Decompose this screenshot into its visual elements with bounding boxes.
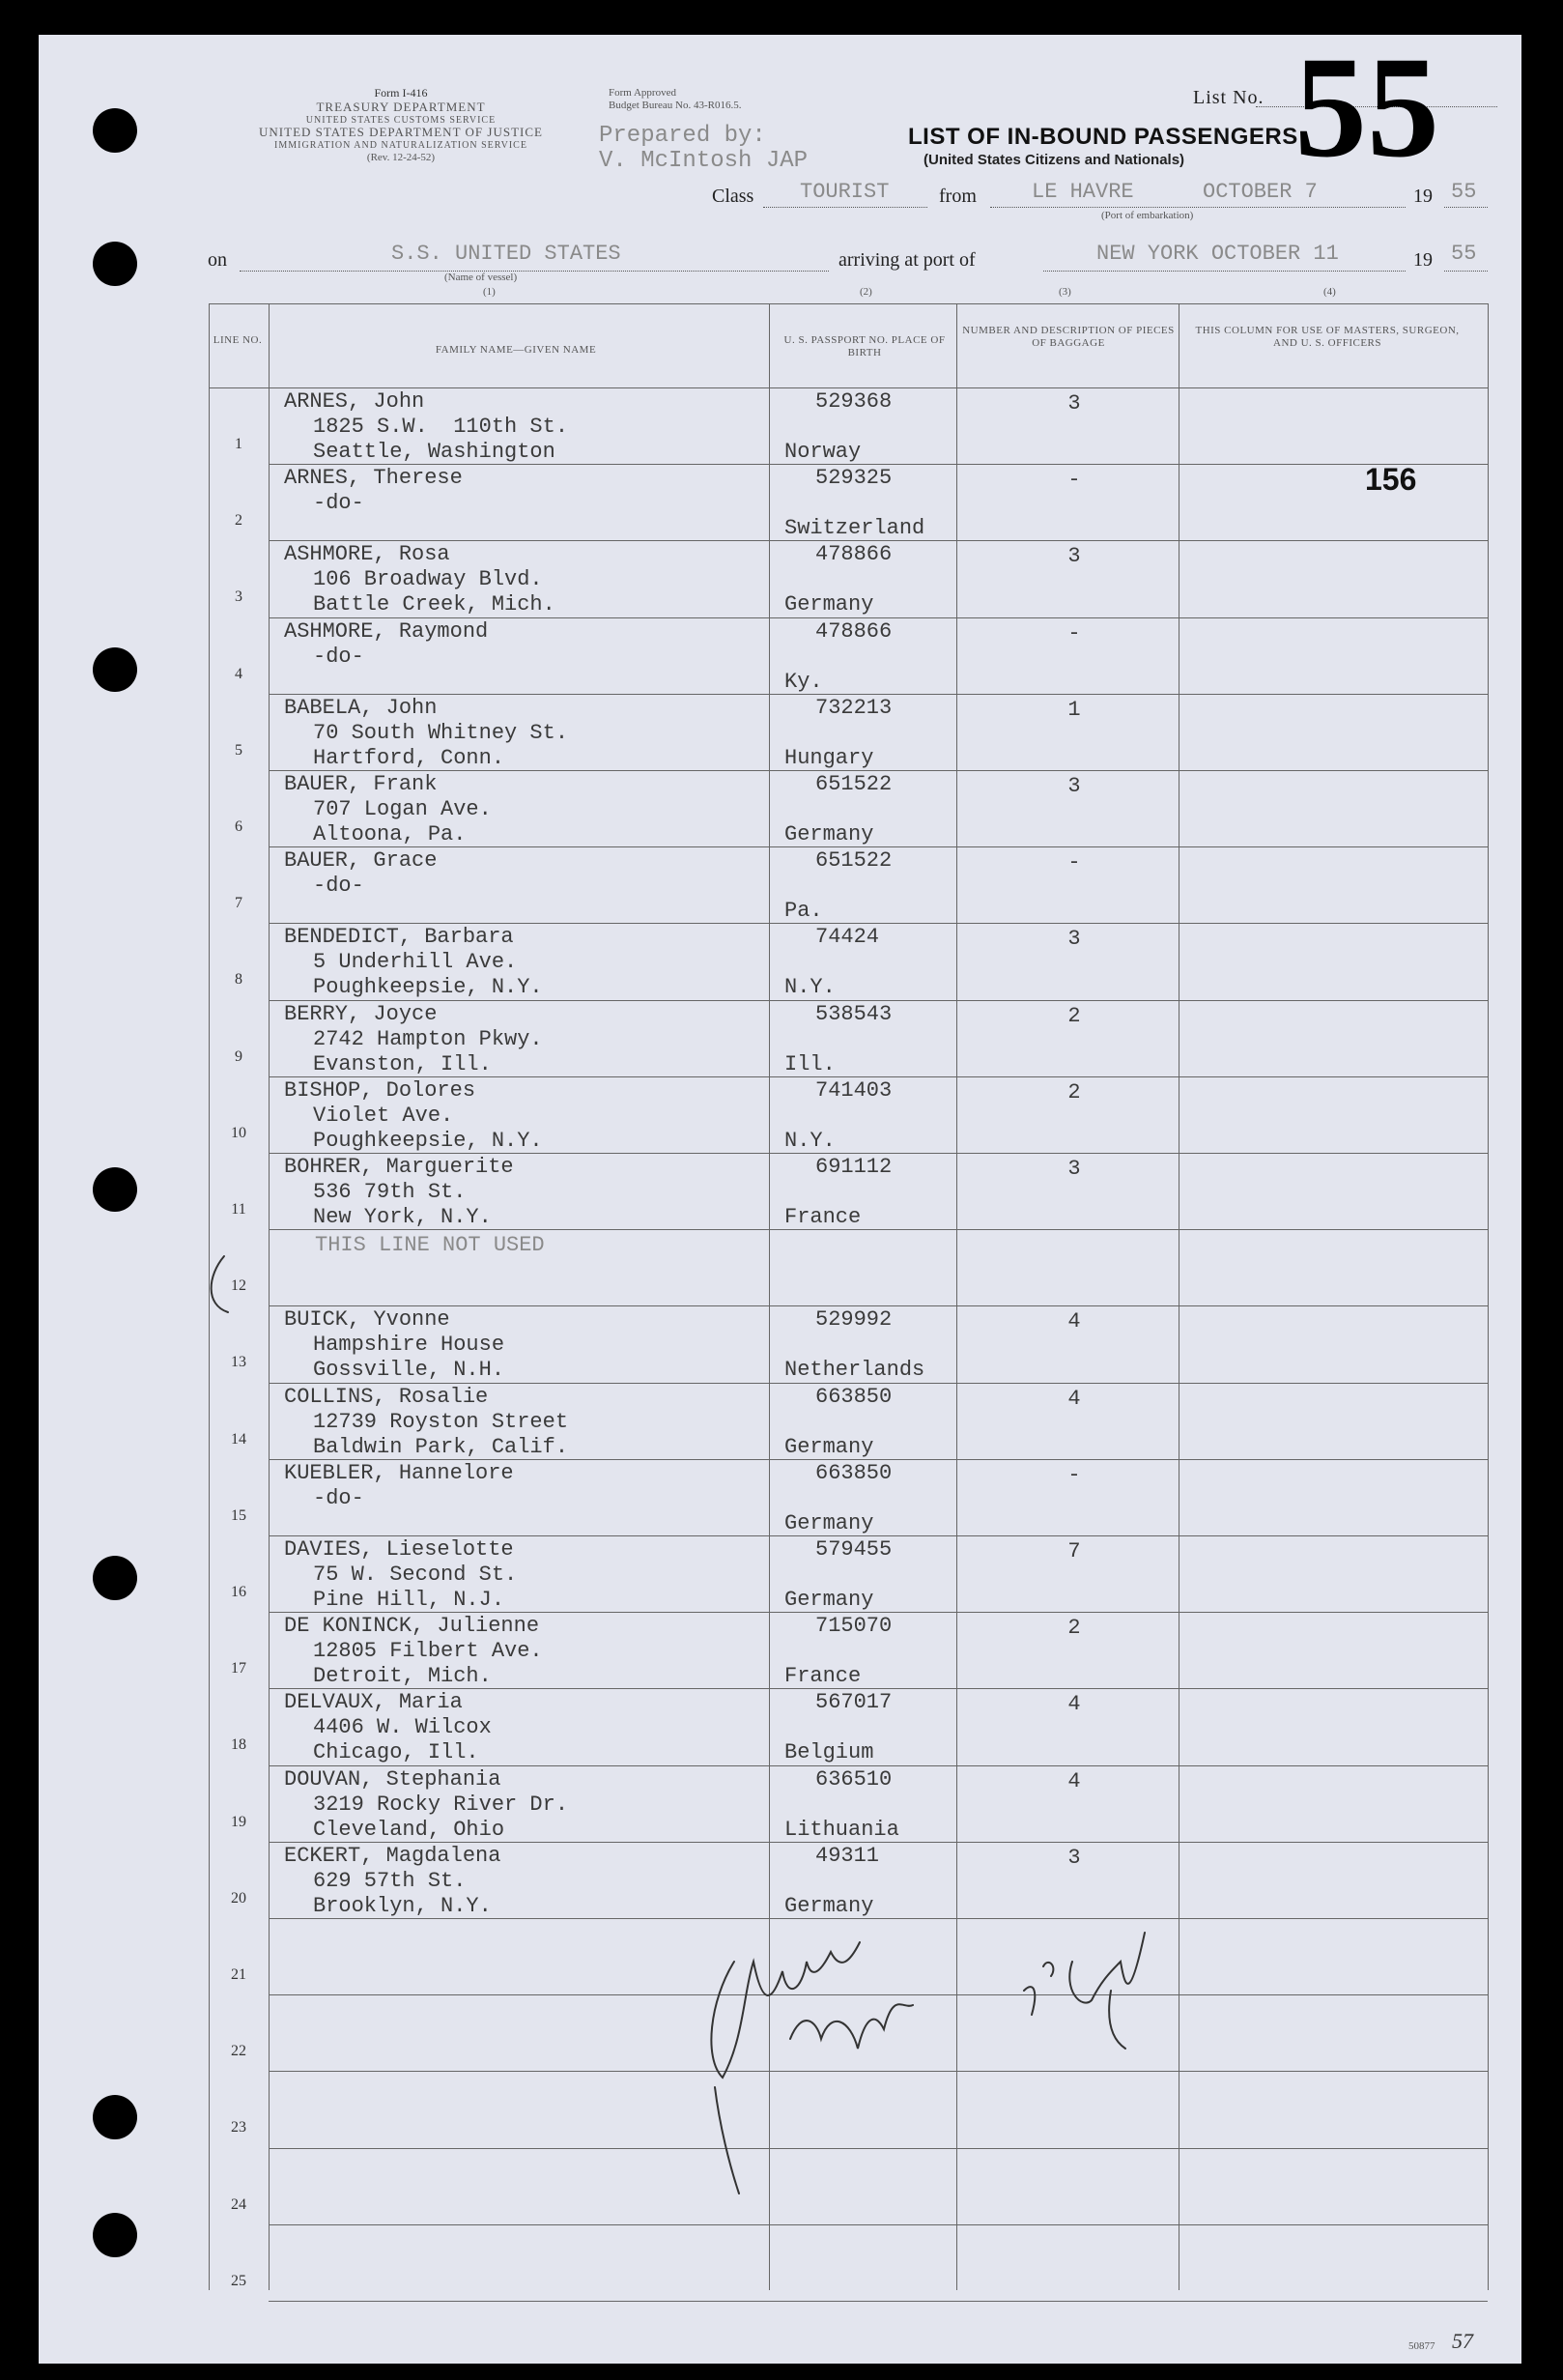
place-of-birth: Netherlands — [784, 1358, 925, 1382]
passenger-entry — [284, 1155, 514, 1230]
baggage-count: 4 — [1067, 1692, 1081, 1716]
baggage-count: 1 — [1067, 698, 1081, 722]
col-num-1: (1) — [483, 286, 496, 298]
passenger-address-line2: Hartford, Conn. — [313, 746, 505, 770]
baggage-count: 3 — [1067, 1157, 1081, 1181]
passenger-address-line1: 3219 Rocky River Dr. — [313, 1792, 569, 1817]
justice-dept: UNITED STATES DEPARTMENT OF JUSTICE — [259, 125, 543, 140]
line-number: 4 — [235, 666, 242, 682]
passport-number: 663850 — [815, 1385, 893, 1409]
place-of-birth: N.Y. — [784, 1129, 836, 1153]
line-not-used: THIS LINE NOT USED — [315, 1233, 545, 1257]
passenger-entry — [284, 1078, 543, 1154]
line-number: 19 — [231, 1814, 246, 1830]
passport-number: 636510 — [815, 1767, 893, 1792]
line-number: 7 — [235, 895, 242, 911]
place-of-birth: Germany — [784, 822, 874, 846]
passenger-address-line2: Detroit, Mich. — [313, 1664, 492, 1688]
treasury-dept: TREASURY DEPARTMENT — [316, 99, 486, 114]
footer-page-mark: 57 — [1452, 2329, 1473, 2353]
passenger-address-line1: 70 South Whitney St. — [313, 721, 569, 745]
passenger-name: BAUER, Grace — [284, 848, 438, 873]
passenger-entry — [284, 696, 568, 771]
line-number: 3 — [235, 588, 242, 605]
footer-code: 50877 — [1408, 2340, 1435, 2352]
baggage-count: 2 — [1067, 1080, 1081, 1104]
place-of-birth: Pa. — [784, 899, 823, 923]
line-number: 25 — [231, 2273, 246, 2289]
passenger-name: ARNES, Therese — [284, 466, 463, 490]
form-revision: (Rev. 12-24-52) — [366, 151, 436, 163]
port-of-embarkation: LE HAVRE — [1032, 180, 1134, 204]
col-header-name: FAMILY NAME—GIVEN NAME — [435, 344, 597, 356]
baggage-count: 3 — [1067, 927, 1081, 951]
passport-number: 478866 — [815, 542, 893, 566]
passenger-entry — [284, 772, 492, 847]
signature-scribble — [711, 1942, 913, 2194]
line-number: 18 — [231, 1736, 246, 1753]
passenger-name: BISHOP, Dolores — [284, 1078, 476, 1103]
passenger-entry — [284, 1385, 568, 1460]
baggage-count: - — [1067, 1463, 1081, 1487]
place-of-birth: Germany — [784, 1588, 874, 1612]
list-number: 55 — [1294, 27, 1439, 187]
place-of-birth: France — [784, 1205, 862, 1229]
passenger-entry — [284, 1461, 514, 1511]
line-12-circle — [212, 1256, 228, 1312]
passenger-entry — [284, 848, 437, 899]
place-of-birth: Norway — [784, 440, 862, 464]
passenger-name: BOHRER, Marguerite — [284, 1155, 514, 1179]
passenger-name: ASHMORE, Rosa — [284, 542, 450, 566]
passenger-address-line1: 5 Underhill Ave. — [313, 950, 518, 974]
passenger-address-line2: Pine Hill, N.J. — [313, 1588, 505, 1612]
place-of-birth: Germany — [784, 1435, 874, 1459]
line-number: 9 — [235, 1048, 242, 1065]
passport-number: 538543 — [815, 1002, 893, 1026]
baggage-count: - — [1067, 468, 1081, 492]
passport-number: 74424 — [815, 925, 880, 949]
place-of-birth: Hungary — [784, 746, 874, 770]
place-of-birth: France — [784, 1664, 862, 1688]
baggage-count: - — [1067, 621, 1081, 645]
place-of-birth: Germany — [784, 1894, 874, 1918]
baggage-count: 3 — [1067, 774, 1081, 798]
passenger-address-line1: -do- — [313, 874, 364, 898]
passenger-name: DELVAUX, Maria — [284, 1690, 463, 1714]
baggage-count: 2 — [1067, 1004, 1081, 1028]
passport-number: 478866 — [815, 619, 893, 644]
line-number: 10 — [231, 1125, 246, 1141]
passenger-address-line2: Gossville, N.H. — [313, 1358, 505, 1382]
passenger-address-line1: -do- — [313, 1486, 364, 1510]
baggage-count: 4 — [1067, 1309, 1081, 1333]
line-number: 20 — [231, 1890, 246, 1907]
col-header-passport: U. S. PASSPORT NO. PLACE OF BIRTH — [783, 334, 946, 359]
col-num-2: (2) — [860, 286, 872, 298]
passenger-address-line2: Poughkeepsie, N.Y. — [313, 975, 543, 999]
passenger-name: ARNES, John — [284, 389, 425, 414]
passenger-address-line1: 12739 Royston Street — [313, 1410, 569, 1434]
line-number: 1 — [235, 436, 242, 452]
baggage-count: 3 — [1067, 391, 1081, 416]
passport-number: 651522 — [815, 848, 893, 873]
passenger-name: BENDEDICT, Barbara — [284, 925, 514, 949]
passenger-entry — [284, 1844, 500, 1919]
list-number-label: List No. — [1193, 87, 1265, 108]
passenger-entry — [284, 925, 543, 1000]
passenger-address-line1: -do- — [313, 645, 364, 669]
place-of-birth: Lithuania — [784, 1818, 899, 1842]
place-of-birth: N.Y. — [784, 975, 836, 999]
col-header-officers: THIS COLUMN FOR USE OF MASTERS, SURGEON, AND U. S. OFFICERS — [1195, 325, 1460, 350]
passport-number: 529325 — [815, 466, 893, 490]
baggage-count: 7 — [1067, 1539, 1081, 1563]
place-of-birth: Belgium — [784, 1740, 874, 1764]
line-number: 23 — [231, 2119, 246, 2136]
col-num-3: (3) — [1059, 286, 1071, 298]
form-subtitle: (United States Citizens and Nationals) — [924, 152, 1185, 168]
line-number: 21 — [231, 1966, 246, 1983]
line-number: 11 — [231, 1201, 246, 1218]
arrival-year: 55 — [1451, 242, 1477, 266]
passenger-entry — [284, 466, 463, 516]
baggage-count: - — [1067, 850, 1081, 875]
line-number: 15 — [231, 1507, 246, 1524]
class-value: TOURIST — [800, 180, 890, 204]
fee-note-marks — [1024, 1933, 1145, 2049]
passenger-address-line2: Battle Creek, Mich. — [313, 592, 555, 617]
col-header-line-no: LINE NO. — [213, 334, 263, 346]
passenger-address-line2: New York, N.Y. — [313, 1205, 492, 1229]
passport-number: 715070 — [815, 1614, 893, 1638]
passport-number: 567017 — [815, 1690, 893, 1714]
passenger-address-line2: Baldwin Park, Calif. — [313, 1435, 569, 1459]
passenger-name: BAUER, Frank — [284, 772, 438, 796]
line-number: 5 — [235, 742, 242, 759]
place-of-birth: Germany — [784, 1511, 874, 1535]
embarkation-year: 55 — [1451, 180, 1477, 204]
passenger-address-line2: Seattle, Washington — [313, 440, 555, 464]
form-number: Form I-416 — [374, 86, 428, 100]
passenger-name: DAVIES, Lieselotte — [284, 1537, 514, 1562]
embarkation-date: OCTOBER 7 — [1203, 180, 1318, 204]
col-header-baggage: NUMBER AND DESCRIPTION OF PIECES OF BAGGAGE — [962, 325, 1175, 350]
passenger-address-line1: 12805 Filbert Ave. — [313, 1639, 543, 1663]
passenger-entry — [284, 1767, 568, 1843]
passenger-name: ASHMORE, Raymond — [284, 619, 489, 644]
budget-bureau: Budget Bureau No. 43-R016.5. — [609, 99, 742, 111]
form-approved: Form Approved — [609, 87, 676, 99]
passport-number: 651522 — [815, 772, 893, 796]
passenger-entry — [284, 1690, 492, 1765]
passenger-address-line2: Cleveland, Ohio — [313, 1818, 505, 1842]
passenger-entry — [284, 619, 488, 670]
arrival-port-date: NEW YORK OCTOBER 11 — [1096, 242, 1339, 266]
passport-number: 529368 — [815, 389, 893, 414]
passenger-address-line2: Brooklyn, N.Y. — [313, 1894, 492, 1918]
ins-service: IMMIGRATION AND NATURALIZATION SERVICE — [274, 140, 527, 152]
passenger-address-line1: 4406 W. Wilcox — [313, 1715, 492, 1739]
passenger-address-line2: Chicago, Ill. — [313, 1740, 479, 1764]
vessel-caption: (Name of vessel) — [444, 272, 518, 283]
passenger-address-line1: 707 Logan Ave. — [313, 797, 492, 821]
form-title: LIST OF IN-BOUND PASSENGERS — [908, 124, 1298, 150]
passenger-name: DE KONINCK, Julienne — [284, 1614, 540, 1638]
passport-number: 49311 — [815, 1844, 880, 1868]
line-number: 17 — [231, 1660, 246, 1677]
passenger-address-line1: 2742 Hampton Pkwy. — [313, 1027, 543, 1051]
passenger-entry — [284, 1537, 517, 1613]
baggage-count: 4 — [1067, 1769, 1081, 1793]
passenger-address-line1: 75 W. Second St. — [313, 1563, 518, 1587]
customs-service: UNITED STATES CUSTOMS SERVICE — [305, 114, 497, 126]
baggage-count: 4 — [1067, 1387, 1081, 1411]
passenger-entry — [284, 542, 555, 617]
line-number: 14 — [231, 1431, 246, 1448]
passenger-address-line1: -do- — [313, 491, 364, 515]
passenger-entry — [284, 1614, 543, 1689]
line-number: 13 — [231, 1354, 246, 1370]
passenger-address-line1: 106 Broadway Blvd. — [313, 567, 543, 591]
arrival-year-prefix: 19 — [1413, 249, 1433, 271]
passport-number: 732213 — [815, 696, 893, 720]
prepared-by-label: Prepared by: — [599, 123, 766, 149]
vessel-name: S.S. UNITED STATES — [391, 242, 621, 266]
passenger-address-line2: Poughkeepsie, N.Y. — [313, 1129, 543, 1153]
place-of-birth: Ky. — [784, 670, 823, 694]
passenger-name: DOUVAN, Stephania — [284, 1767, 501, 1792]
passenger-address-line1: 629 57th St. — [313, 1869, 467, 1893]
passenger-address-line2: Evanston, Ill. — [313, 1052, 492, 1076]
from-label: from — [939, 186, 977, 207]
passenger-address-line1: Violet Ave. — [313, 1104, 454, 1128]
col-num-4: (4) — [1323, 286, 1336, 298]
passenger-name: COLLINS, Rosalie — [284, 1385, 489, 1409]
place-of-birth: Ill. — [784, 1052, 836, 1076]
baggage-count: 2 — [1067, 1616, 1081, 1640]
passport-number: 691112 — [815, 1155, 893, 1179]
preparer-name: V. McIntosh JAP — [599, 148, 809, 174]
passenger-address-line2: Altoona, Pa. — [313, 822, 467, 846]
port-embark-caption: (Port of embarkation) — [1101, 210, 1194, 221]
line-number: 16 — [231, 1584, 246, 1600]
arriving-label: arriving at port of — [838, 249, 976, 271]
passenger-address-line1: Hampshire House — [313, 1333, 505, 1357]
place-of-birth: Switzerland — [784, 516, 925, 540]
passenger-address-line1: 536 79th St. — [313, 1180, 467, 1204]
line-number: 24 — [231, 2196, 246, 2213]
line-number: 2 — [235, 512, 242, 529]
passenger-entry — [284, 1002, 543, 1077]
place-of-birth: Germany — [784, 592, 874, 617]
baggage-count: 3 — [1067, 544, 1081, 568]
passport-number: 663850 — [815, 1461, 893, 1485]
class-label: Class — [712, 186, 754, 207]
line-number: 22 — [231, 2043, 246, 2059]
passenger-name: BABELA, John — [284, 696, 438, 720]
line-number: 6 — [235, 818, 242, 835]
passenger-entry — [284, 1307, 504, 1383]
passenger-name: BUICK, Yvonne — [284, 1307, 450, 1332]
passenger-name: ECKERT, Magdalena — [284, 1844, 501, 1868]
passenger-name: BERRY, Joyce — [284, 1002, 438, 1026]
line-number: 8 — [235, 971, 242, 988]
year-prefix: 19 — [1413, 186, 1433, 207]
passport-number: 579455 — [815, 1537, 893, 1562]
passport-number: 741403 — [815, 1078, 893, 1103]
passenger-name: KUEBLER, Hannelore — [284, 1461, 514, 1485]
stamp-number: 156 — [1365, 462, 1417, 497]
passenger-address-line1: 1825 S.W. 110th St. — [313, 415, 569, 439]
passport-number: 529992 — [815, 1307, 893, 1332]
line-number: 12 — [231, 1277, 246, 1294]
passenger-entry — [284, 389, 568, 465]
baggage-count: 3 — [1067, 1846, 1081, 1870]
on-label: on — [208, 249, 227, 271]
